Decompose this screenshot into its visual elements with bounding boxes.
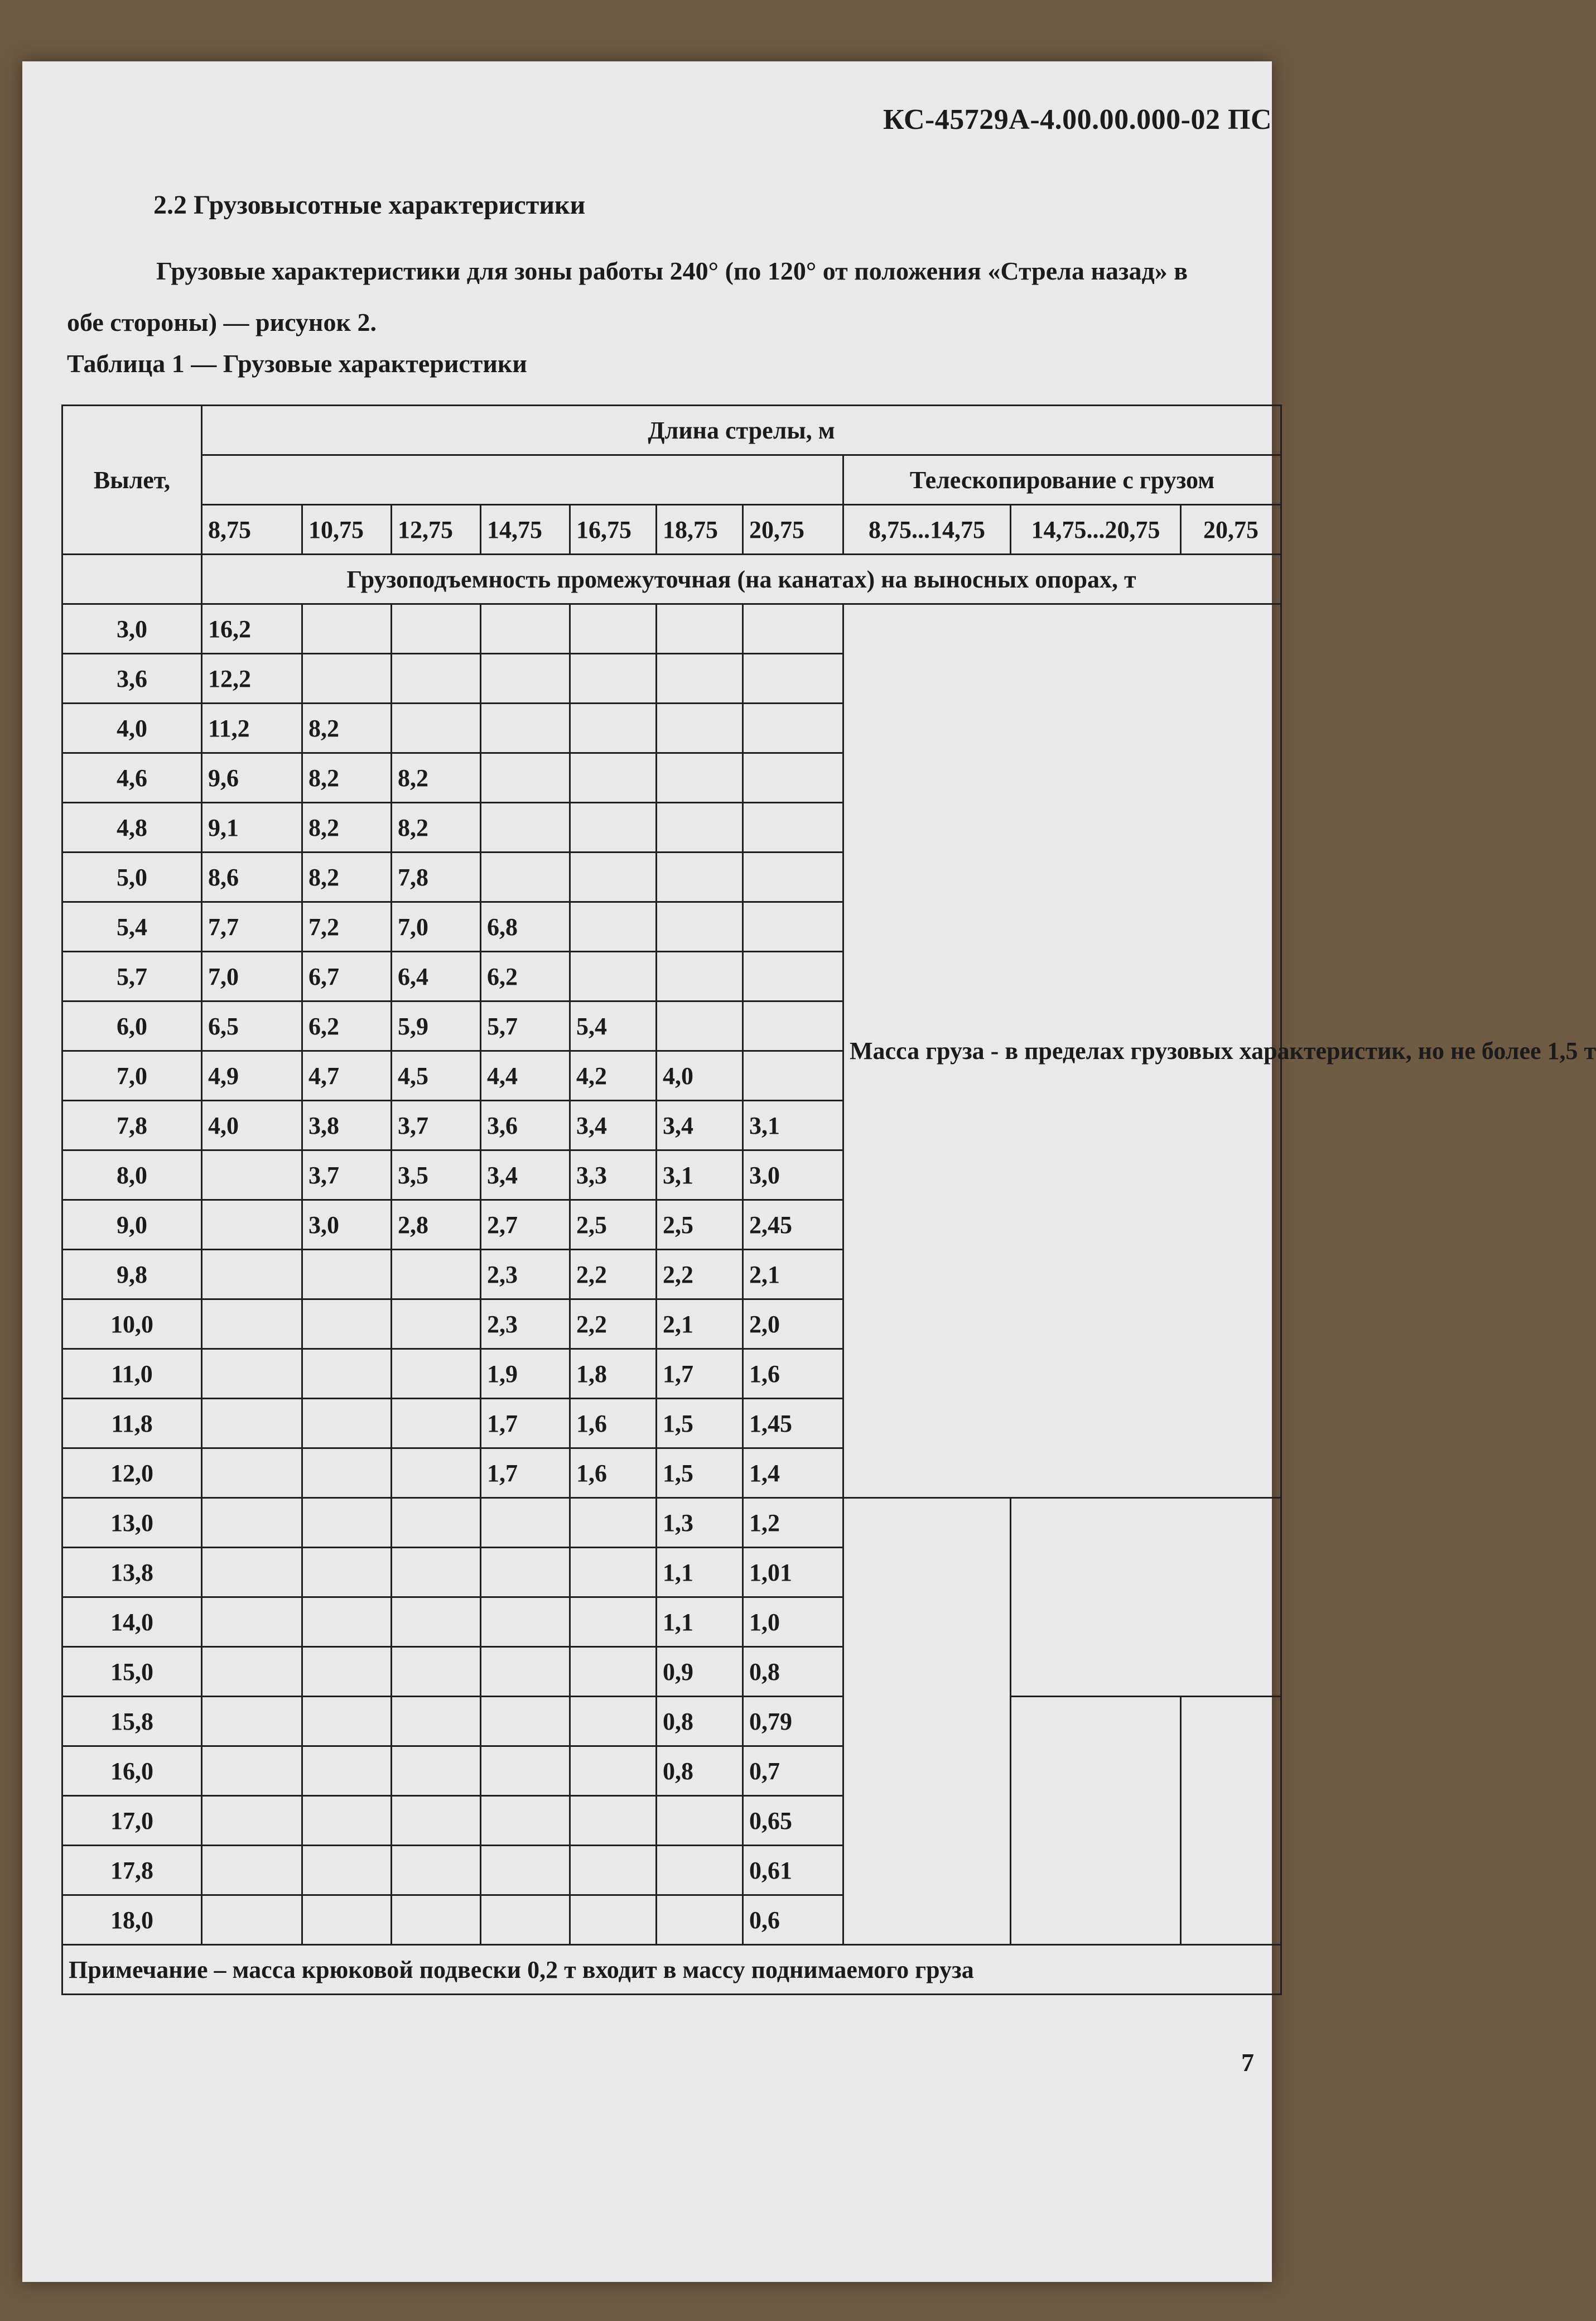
capacity-cell: 8,2 [302,704,392,753]
capacity-cell: 0,65 [743,1796,843,1846]
capacity-cell [392,654,481,704]
capacity-cell [302,1498,392,1548]
capacity-cell [743,1001,843,1051]
capacity-cell [570,654,657,704]
capacity-cell: 1,45 [743,1399,843,1448]
capacity-cell: 6,8 [481,902,570,952]
capacity-cell: 7,8 [392,853,481,902]
capacity-cell: 2,3 [481,1299,570,1349]
capacity-cell: 4,4 [481,1051,570,1101]
capacity-cell: 4,5 [392,1051,481,1101]
capacity-cell [657,604,743,654]
capacity-cell [202,1647,302,1697]
telescoping-empty-cell [1011,1697,1181,1945]
capacity-cell [570,604,657,654]
capacity-cell [302,1746,392,1796]
reach-cell: 5,4 [62,902,202,952]
capacity-cell: 7,0 [202,952,302,1001]
capacity-cell: 1,3 [657,1498,743,1548]
capacity-cell: 3,7 [392,1101,481,1150]
telescoping-note: Масса груза - в пределах грузовых характеристик, но не более 1,5 т [843,604,1281,1498]
capacity-cell: 6,2 [481,952,570,1001]
capacity-cell [202,1250,302,1299]
reach-cell: 13,0 [62,1498,202,1548]
capacity-cell: 16,2 [202,604,302,654]
capacity-cell [657,1846,743,1895]
capacity-cell: 1,01 [743,1548,843,1597]
capacity-cell: 7,7 [202,902,302,952]
capacity-cell [392,1399,481,1448]
capacity-cell: 1,5 [657,1399,743,1448]
capacity-cell: 3,6 [481,1101,570,1150]
capacity-cell [481,654,570,704]
capacity-cell: 9,6 [202,753,302,803]
capacity-cell [570,1697,657,1746]
capacity-cell: 1,6 [570,1448,657,1498]
capacity-cell: 5,4 [570,1001,657,1051]
capacity-cell: 8,2 [392,803,481,853]
capacity-cell [392,704,481,753]
reach-cell: 9,8 [62,1250,202,1299]
capacity-cell: 2,7 [481,1200,570,1250]
capacity-cell [570,1498,657,1548]
capacity-cell [657,753,743,803]
boom-lengths-row [62,505,1281,555]
capacity-cell: 1,5 [657,1448,743,1498]
capacity-cell: 1,4 [743,1448,843,1498]
capacity-cell: 9,1 [202,803,302,853]
reach-cell: 10,0 [62,1299,202,1349]
header-row-1 [62,406,1281,455]
capacity-cell [202,1796,302,1846]
capacity-cell: 2,1 [743,1250,843,1299]
reach-cell: 11,0 [62,1349,202,1399]
capacity-cell [481,1697,570,1746]
capacity-cell: 5,9 [392,1001,481,1051]
reach-cell: 16,0 [62,1746,202,1796]
capacity-cell: 6,7 [302,952,392,1001]
reach-cell: 17,8 [62,1846,202,1895]
telescoping-empty-cell [1011,1498,1281,1697]
boom-length-cell: 14,75 [481,505,570,555]
capacity-cell [743,753,843,803]
capacity-cell [392,1895,481,1945]
capacity-cell [302,1895,392,1945]
capacity-cell [202,1349,302,1399]
capacity-cell: 0,6 [743,1895,843,1945]
capacity-cell: 0,8 [657,1697,743,1746]
capacity-cell [302,1548,392,1597]
capacity-cell: 3,7 [302,1150,392,1200]
capacity-cell: 4,0 [657,1051,743,1101]
capacity-cell: 0,9 [657,1647,743,1697]
capacity-cell [481,604,570,654]
capacity-cell [302,1647,392,1697]
capacity-cell: 1,0 [743,1597,843,1647]
capacity-cell [202,1200,302,1250]
reach-header: Вылет, [62,406,202,555]
capacity-cell [481,1746,570,1796]
reach-cell: 4,6 [62,753,202,803]
capacity-cell [570,1647,657,1697]
capacity-cell [570,704,657,753]
reach-cell: 3,6 [62,654,202,704]
capacity-cell [302,1250,392,1299]
boom-length-cell: 18,75 [657,505,743,555]
reach-cell: 15,0 [62,1647,202,1697]
capacity-cell: 3,1 [743,1101,843,1150]
reach-cell: 18,0 [62,1895,202,1945]
boom-length-cell: 12,75 [392,505,481,555]
telescoping-empty-cell [843,1498,1011,1945]
capacity-cell: 1,6 [570,1399,657,1448]
capacity-cell [481,704,570,753]
intro-paragraph: Грузовые характеристики для зоны работы 240° (по 120° от положения «Стрела назад» в обе стороны) — рисунок 2. [67,257,1188,336]
capacity-cell: 8,6 [202,853,302,902]
footnote-row [62,1945,1281,1995]
capacity-cell [657,654,743,704]
capacity-cell: 6,5 [202,1001,302,1051]
document-number: КС-45729А-4.00.00.000-02 ПС [883,104,1272,136]
capacity-cell [743,952,843,1001]
capacity-cell: 3,4 [657,1101,743,1150]
capacity-cell: 2,2 [570,1250,657,1299]
capacity-cell: 2,8 [392,1200,481,1250]
capacity-cell: 7,0 [392,902,481,952]
page-number: 7 [1241,2048,1254,2077]
reach-cell: 3,0 [62,604,202,654]
table-footnote: Примечание – масса крюковой подвески 0,2 т входит в массу поднимаемого груза [62,1945,1281,1995]
capacity-cell [202,1299,302,1349]
capacity-cell: 0,8 [743,1647,843,1697]
capacity-cell: 0,79 [743,1697,843,1746]
capacity-cell [481,1597,570,1647]
capacity-cell [392,1796,481,1846]
capacity-cell: 3,1 [657,1150,743,1200]
capacity-cell [743,654,843,704]
capacity-cell: 3,4 [570,1101,657,1150]
capacity-cell: 3,8 [302,1101,392,1150]
capacity-cell [302,1349,392,1399]
capacity-cell [657,1001,743,1051]
capacity-cell [570,1846,657,1895]
capacity-cell [743,853,843,902]
capacity-cell: 6,2 [302,1001,392,1051]
capacity-cell: 0,7 [743,1746,843,1796]
telescoping-empty-cell [1181,1697,1281,1945]
capacity-cell [657,902,743,952]
capacity-cell: 7,2 [302,902,392,952]
capacity-cell: 4,9 [202,1051,302,1101]
capacity-cell [570,1597,657,1647]
capacity-cell [481,1498,570,1548]
section-title: 2.2 Грузовысотные характеристики [153,190,586,220]
capacity-cell [202,1697,302,1746]
capacity-cell [570,1548,657,1597]
reach-cell: 4,8 [62,803,202,853]
telescoping-range-cell: 14,75...20,75 [1011,505,1181,555]
capacity-cell: 4,0 [202,1101,302,1150]
capacity-cell: 2,1 [657,1299,743,1349]
capacity-cell: 2,2 [570,1299,657,1349]
telescoping-range-cell: 8,75...14,75 [843,505,1011,555]
capacity-cell [202,1498,302,1548]
capacity-cell [302,1597,392,1647]
capacity-cell [392,1697,481,1746]
capacity-label: Грузоподъемность промежуточная (на канатах) на выносных опорах, т [202,555,1281,604]
capacity-cell: 2,3 [481,1250,570,1299]
capacity-cell: 8,2 [302,803,392,853]
header-spacer [202,455,843,505]
reach-cell: 15,8 [62,1697,202,1746]
capacity-cell: 2,0 [743,1299,843,1349]
capacity-cell: 1,7 [481,1448,570,1498]
capacity-cell [570,902,657,952]
capacity-cell: 8,2 [302,853,392,902]
capacity-cell [392,604,481,654]
boom-length-header: Длина стрелы, м [202,406,1281,455]
reach-cell: 12,0 [62,1448,202,1498]
table-row [62,1697,1281,1746]
capacity-cell [481,1895,570,1945]
capacity-cell [481,1548,570,1597]
capacity-cell [392,1448,481,1498]
capacity-cell [570,1796,657,1846]
capacity-cell [302,654,392,704]
capacity-cell: 8,2 [392,753,481,803]
capacity-cell: 5,7 [481,1001,570,1051]
capacity-cell [202,1448,302,1498]
capacity-label-row [62,555,1281,604]
capacity-cell: 0,61 [743,1846,843,1895]
capacity-cell: 12,2 [202,654,302,704]
capacity-cell [302,1448,392,1498]
reach-cell: 8,0 [62,1150,202,1200]
telescoping-header: Телескопирование с грузом [843,455,1281,505]
capacity-cell [202,1597,302,1647]
capacity-cell [570,853,657,902]
reach-cell: 7,8 [62,1101,202,1150]
telescoping-range-cell: 20,75 [1181,505,1281,555]
capacity-cell: 2,5 [570,1200,657,1250]
capacity-cell: 3,5 [392,1150,481,1200]
boom-length-cell: 20,75 [743,505,843,555]
boom-length-cell: 10,75 [302,505,392,555]
load-chart-table [61,405,1596,1995]
capacity-cell [302,1697,392,1746]
capacity-label-spacer [62,555,202,604]
table-caption: Таблица 1 — Грузовые характеристики [67,349,527,378]
capacity-cell: 11,2 [202,704,302,753]
capacity-cell [302,1399,392,1448]
reach-cell: 9,0 [62,1200,202,1250]
capacity-cell [202,1548,302,1597]
capacity-cell: 3,0 [743,1150,843,1200]
capacity-cell [743,803,843,853]
capacity-cell [392,1846,481,1895]
capacity-cell: 2,45 [743,1200,843,1250]
capacity-cell: 2,2 [657,1250,743,1299]
capacity-cell [481,1846,570,1895]
capacity-cell [392,1349,481,1399]
capacity-cell [657,803,743,853]
capacity-cell [570,1895,657,1945]
capacity-cell [657,952,743,1001]
table-row [62,1498,1281,1548]
capacity-cell [202,1399,302,1448]
reach-cell: 11,8 [62,1399,202,1448]
capacity-cell [202,1895,302,1945]
capacity-cell [302,604,392,654]
reach-cell: 6,0 [62,1001,202,1051]
reach-cell: 5,0 [62,853,202,902]
reach-cell: 17,0 [62,1796,202,1846]
capacity-cell [743,704,843,753]
capacity-cell [392,1548,481,1597]
capacity-cell [392,1746,481,1796]
reach-cell: 5,7 [62,952,202,1001]
capacity-cell [481,1647,570,1697]
capacity-cell [570,753,657,803]
capacity-cell [657,1796,743,1846]
capacity-cell [392,1250,481,1299]
capacity-cell: 1,1 [657,1548,743,1597]
capacity-cell [657,853,743,902]
capacity-cell [392,1498,481,1548]
capacity-cell: 4,2 [570,1051,657,1101]
reach-cell: 13,8 [62,1548,202,1597]
capacity-cell [481,803,570,853]
capacity-cell: 6,4 [392,952,481,1001]
capacity-cell: 3,4 [481,1150,570,1200]
capacity-cell [392,1597,481,1647]
capacity-cell [570,952,657,1001]
header-row-2 [62,455,1281,505]
capacity-cell [302,1796,392,1846]
capacity-cell: 1,2 [743,1498,843,1548]
boom-length-cell: 8,75 [202,505,302,555]
capacity-cell [570,803,657,853]
table-row [62,604,1281,654]
capacity-cell [202,1846,302,1895]
capacity-cell: 1,8 [570,1349,657,1399]
capacity-cell [657,704,743,753]
capacity-cell: 3,3 [570,1150,657,1200]
capacity-cell: 3,0 [302,1200,392,1250]
reach-cell: 7,0 [62,1051,202,1101]
reach-cell: 14,0 [62,1597,202,1647]
capacity-cell [392,1647,481,1697]
capacity-cell: 2,5 [657,1200,743,1250]
capacity-cell: 0,8 [657,1746,743,1796]
capacity-cell: 1,6 [743,1349,843,1399]
capacity-cell [302,1299,392,1349]
capacity-cell [481,753,570,803]
boom-length-cell: 16,75 [570,505,657,555]
capacity-cell [202,1746,302,1796]
capacity-cell [481,853,570,902]
capacity-cell: 1,1 [657,1597,743,1647]
capacity-cell [743,902,843,952]
capacity-cell [202,1150,302,1200]
capacity-cell: 1,9 [481,1349,570,1399]
capacity-cell [657,1895,743,1945]
capacity-cell: 1,7 [657,1349,743,1399]
capacity-cell [392,1299,481,1349]
reach-cell: 4,0 [62,704,202,753]
capacity-cell: 4,7 [302,1051,392,1101]
capacity-cell [302,1846,392,1895]
capacity-cell: 8,2 [302,753,392,803]
capacity-cell [481,1796,570,1846]
capacity-cell [743,1051,843,1101]
capacity-cell [743,604,843,654]
capacity-cell [570,1746,657,1796]
capacity-cell: 1,7 [481,1399,570,1448]
